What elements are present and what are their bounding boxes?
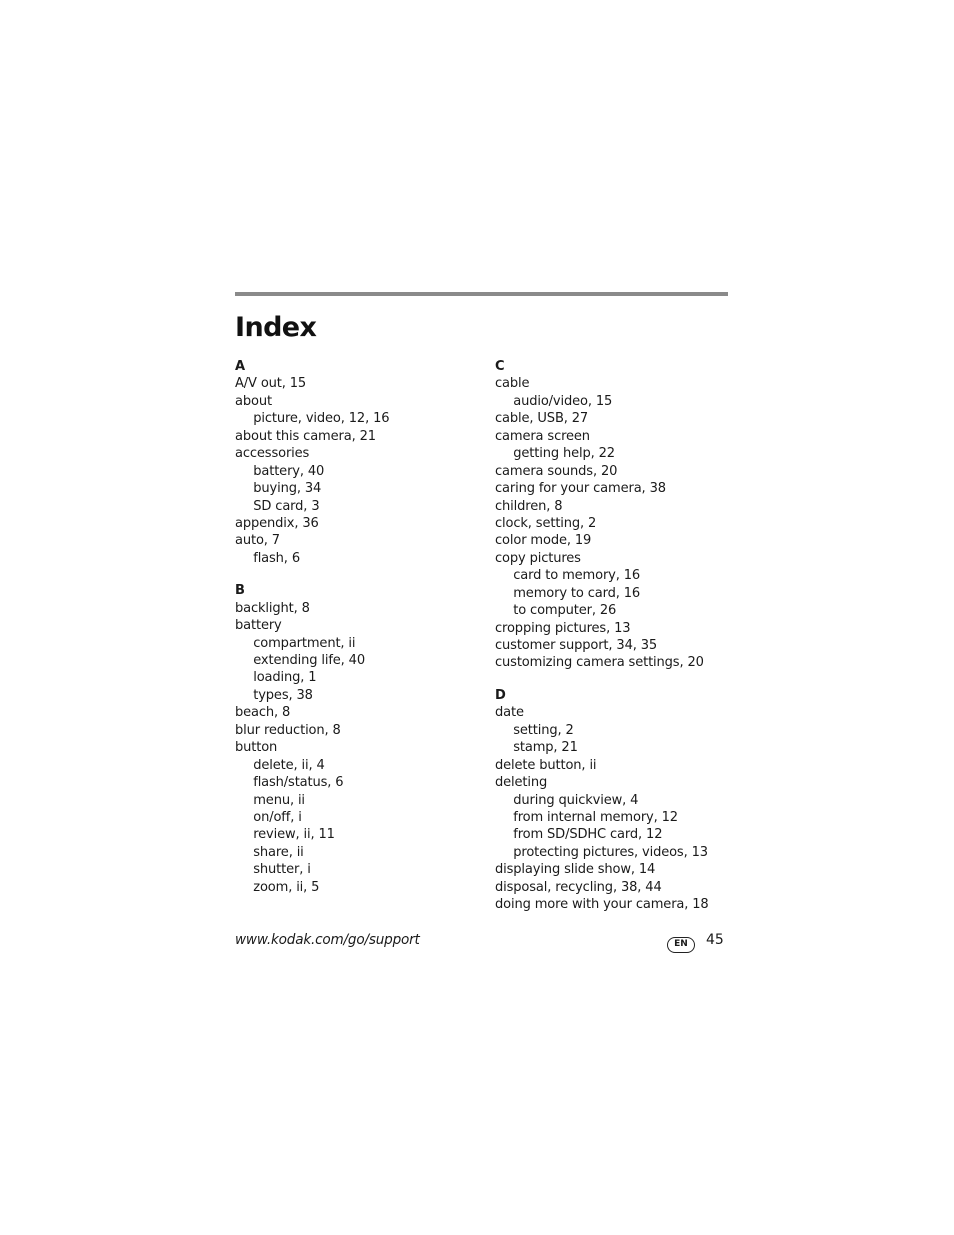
- index-entry: caring for your camera, 38: [495, 480, 666, 497]
- index-entry: battery: [235, 617, 282, 634]
- index-subentry: compartment, ii: [253, 634, 356, 651]
- index-entry: date: [495, 704, 524, 721]
- index-subentry: setting, 2: [513, 721, 574, 738]
- page-title: Index: [235, 312, 317, 343]
- index-letter-heading: A: [235, 358, 245, 374]
- index-subentry: getting help, 22: [513, 445, 615, 462]
- index-subentry: menu, ii: [253, 791, 305, 808]
- index-subentry: delete, ii, 4: [253, 756, 325, 773]
- index-entry: blur reduction, 8: [235, 721, 341, 738]
- index-entry: camera sounds, 20: [495, 462, 618, 479]
- index-subentry: shutter, i: [253, 861, 311, 878]
- language-badge: EN: [667, 937, 695, 953]
- index-letter-heading: B: [235, 582, 245, 599]
- page-number: 45: [706, 932, 724, 948]
- index-entry: color mode, 19: [495, 532, 592, 549]
- index-entry: children, 8: [495, 497, 563, 514]
- index-subentry: types, 38: [253, 686, 313, 703]
- index-entry: about this camera, 21: [235, 427, 376, 444]
- index-subentry: flash/status, 6: [253, 774, 344, 791]
- index-subentry: on/off, i: [253, 808, 302, 825]
- index-subentry: memory to card, 16: [513, 584, 641, 601]
- index-entry: deleting: [495, 774, 548, 791]
- index-subentry: share, ii: [253, 843, 304, 860]
- index-entry: cable: [495, 375, 530, 392]
- index-entry: displaying slide show, 14: [495, 861, 656, 878]
- index-subentry: SD card, 3: [253, 497, 320, 514]
- index-letter-heading: C: [495, 358, 505, 374]
- index-entry: backlight, 8: [235, 599, 310, 616]
- index-entry: doing more with your camera, 18: [495, 896, 709, 913]
- index-entry: customer support, 34, 35: [495, 637, 658, 653]
- index-entry: clock, setting, 2: [495, 514, 597, 531]
- index-entry: button: [235, 739, 278, 756]
- index-subentry: stamp, 21: [513, 739, 578, 756]
- index-subentry: from internal memory, 12: [513, 808, 678, 825]
- index-subentry: zoom, ii, 5: [253, 878, 320, 895]
- index-column-right: [495, 358, 745, 914]
- index-entry: accessories: [235, 445, 310, 462]
- index-subentry: card to memory, 16: [513, 567, 641, 584]
- index-entry: appendix, 36: [235, 514, 319, 531]
- header-rule: [235, 292, 728, 296]
- index-entry: customizing camera settings, 20: [495, 654, 704, 671]
- index-subentry: extending life, 40: [253, 652, 365, 668]
- index-entry: auto, 7: [235, 532, 280, 549]
- support-url[interactable]: www.kodak.com/go/support: [235, 932, 420, 948]
- index-subentry: battery, 40: [253, 462, 325, 479]
- index-entry: beach, 8: [235, 704, 291, 721]
- index-letter-heading: D: [495, 686, 506, 703]
- section-gap: [235, 567, 485, 582]
- index-entry: about: [235, 392, 272, 409]
- index-subentry: flash, 6: [253, 549, 300, 566]
- index-subentry: from SD/SDHC card, 12: [513, 826, 663, 843]
- index-entry: copy pictures: [495, 549, 581, 566]
- index-subentry: protecting pictures, videos, 13: [513, 843, 708, 860]
- index-subentry: review, ii, 11: [253, 826, 335, 843]
- index-entry: cropping pictures, 13: [495, 619, 631, 636]
- index-entry: cable, USB, 27: [495, 410, 589, 427]
- index-subentry: buying, 34: [253, 480, 322, 497]
- section-gap: [495, 672, 745, 687]
- index-subentry: audio/video, 15: [513, 392, 613, 409]
- index-entry: disposal, recycling, 38, 44: [495, 878, 662, 895]
- index-subentry: loading, 1: [253, 669, 317, 686]
- index-subentry: during quickview, 4: [513, 791, 639, 808]
- index-entry: A/V out, 15: [235, 375, 307, 392]
- index-entry: delete button, ii: [495, 756, 597, 773]
- index-subentry: to computer, 26: [513, 602, 617, 619]
- index-column-left: [235, 358, 485, 896]
- index-subentry: picture, video, 12, 16: [253, 410, 390, 427]
- index-entry: camera screen: [495, 427, 590, 444]
